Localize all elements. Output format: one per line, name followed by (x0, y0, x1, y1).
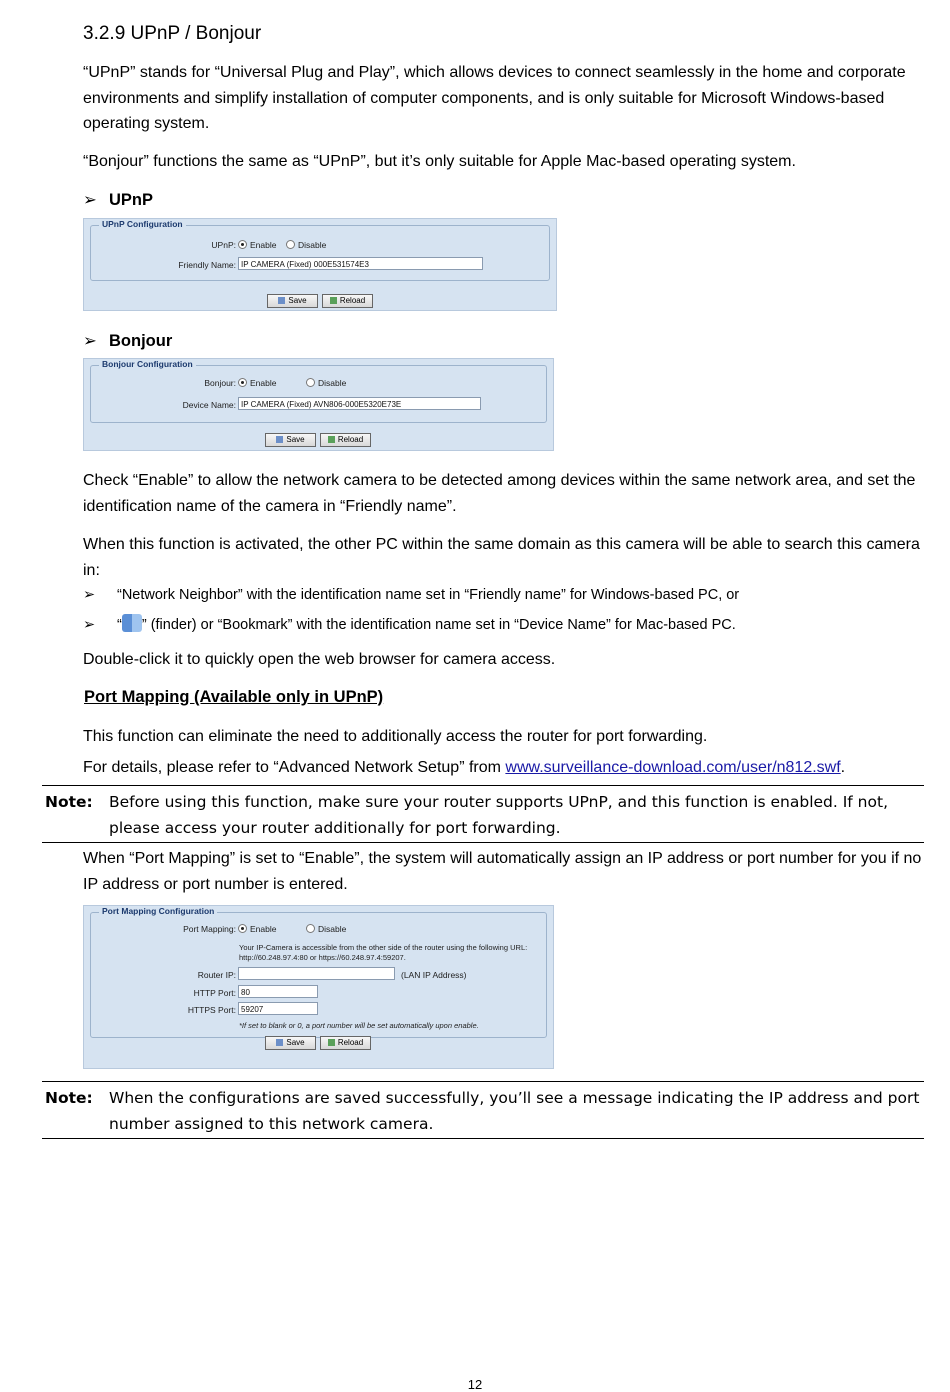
arrow-bullet-icon: ➢ (83, 332, 97, 350)
bonjour-config-panel (83, 358, 554, 451)
accessible-info: Your IP-Camera is accessible from the other side of the router using the following URL: (239, 943, 528, 952)
reload-icon (328, 1039, 335, 1046)
arrow-bullet-icon: ➢ (83, 617, 96, 633)
note-label: Note: (45, 793, 93, 811)
section-title: 3.2.9 UPnP / Bonjour (83, 23, 262, 44)
activation-paragraph: When this function is activated, the other PC within the same domain as this camera will be able to search this camera in: (83, 536, 920, 579)
intro-paragraph-bonjour: “Bonjour” functions the same as “UPnP”, but it’s only suitable for Apple Mac-based operating system. (83, 153, 796, 170)
arrow-bullet-icon: ➢ (83, 191, 97, 209)
port-mapping-legend: Port Mapping Configuration (99, 906, 217, 916)
note-text: When the configurations are saved successfully, you’ll see a message indicating the IP address and port number assigned to this network camera. (109, 1089, 920, 1133)
port-mapping-reload-button[interactable]: Reload (320, 1036, 371, 1050)
friendly-name-input[interactable]: IP CAMERA (Fixed) 000E531574E3 (238, 257, 483, 270)
https-port-label: HTTPS Port: (187, 1005, 236, 1015)
enable-paragraph: Check “Enable” to allow the network camera to be detected among devices within the same network area, and set the identification name of the camera in “Friendly name”. (83, 472, 916, 515)
upnp-config-panel (83, 218, 557, 311)
port-mapping-fieldset (90, 906, 547, 1038)
upnp-legend: UPnP Configuration (99, 219, 186, 229)
port-mapping-paragraph: This function can eliminate the need to additionally access the router for port forwarding. (83, 728, 708, 745)
accessible-url: http://60.248.97.4:80 or https://60.248.97.4:59207. (239, 953, 406, 962)
port-mapping-disable-radio[interactable]: Disable (306, 924, 346, 934)
list-item: ➢ “ ” (finder) or “Bookmark” with the identification name set in “Device Name” for Mac-based PC. (83, 614, 928, 633)
router-ip-input[interactable] (238, 967, 395, 980)
intro-paragraph-upnp: “UPnP” stands for “Universal Plug and Play”, which allows devices to connect seamlessly in the home and corporate environments and simplify installation of computer components, and is only suitable for Microsoft Windows-based operating system. (83, 64, 906, 132)
note-box (42, 785, 924, 843)
https-port-input[interactable]: 59207 (238, 1002, 318, 1015)
port-mapping-heading: Port Mapping (Available only in UPnP) (84, 688, 384, 706)
router-ip-label: Router IP: (197, 970, 236, 980)
device-name-input[interactable]: IP CAMERA (Fixed) AVN806-000E5320E73E (238, 397, 481, 410)
list-item: ➢ “Network Neighbor” with the identification name set in “Friendly name” for Windows-based PC, or (83, 587, 740, 603)
port-mapping-label: Port Mapping: (183, 924, 236, 934)
upnp-label: UPnP: (211, 240, 236, 250)
arrow-bullet-icon: ➢ (83, 587, 96, 603)
upnp-heading: ➢ UPnP (83, 191, 154, 209)
port-mapping-enable-paragraph: When “Port Mapping” is set to “Enable”, the system will automatically assign an IP address or port number for you if no IP address or port number is entered. (83, 850, 922, 893)
port-hint: *If set to blank or 0, a port number will be set automatically upon enable. (239, 1021, 479, 1030)
upnp-save-button[interactable]: Save (267, 294, 318, 308)
bonjour-legend: Bonjour Configuration (99, 359, 196, 369)
upnp-enable-radio[interactable]: Enable (238, 240, 276, 250)
upnp-disable-radio[interactable]: Disable (286, 240, 326, 250)
save-icon (276, 436, 283, 443)
note-label: Note: (45, 1089, 93, 1107)
finder-icon (122, 614, 142, 632)
bonjour-label: Bonjour: (204, 378, 236, 388)
lan-ip-hint: (LAN IP Address) (401, 970, 467, 980)
page-number: 12 (467, 1377, 483, 1392)
save-icon (276, 1039, 283, 1046)
note-box (42, 1081, 924, 1139)
bonjour-fieldset (90, 359, 547, 423)
upnp-fieldset (90, 219, 550, 281)
bonjour-heading: ➢ Bonjour (83, 332, 173, 350)
device-name-label: Device Name: (182, 400, 236, 410)
reload-icon (328, 436, 335, 443)
save-icon (278, 297, 285, 304)
port-mapping-config-panel (83, 905, 554, 1069)
upnp-reload-button[interactable]: Reload (322, 294, 373, 308)
bonjour-reload-button[interactable]: Reload (320, 433, 371, 447)
http-port-input[interactable]: 80 (238, 985, 318, 998)
reload-icon (330, 297, 337, 304)
friendly-name-label: Friendly Name: (178, 260, 236, 270)
double-click-paragraph: Double-click it to quickly open the web browser for camera access. (83, 651, 556, 668)
bonjour-save-button[interactable]: Save (265, 433, 316, 447)
http-port-label: HTTP Port: (193, 988, 236, 998)
surveillance-download-link[interactable]: www.surveillance-download.com/user/n812.swf (505, 759, 841, 776)
port-mapping-save-button[interactable]: Save (265, 1036, 316, 1050)
note-text: Before using this function, make sure your router supports UPnP, and this function is enabled. If not, please access your router additionally for port forwarding. (109, 793, 888, 837)
bonjour-disable-radio[interactable]: Disable (306, 378, 346, 388)
port-mapping-enable-radio[interactable]: Enable (238, 924, 276, 934)
details-paragraph: For details, please refer to “Advanced Network Setup” from www.surveillance-download.com/user/n812.swf. (83, 759, 846, 776)
bonjour-enable-radio[interactable]: Enable (238, 378, 276, 388)
